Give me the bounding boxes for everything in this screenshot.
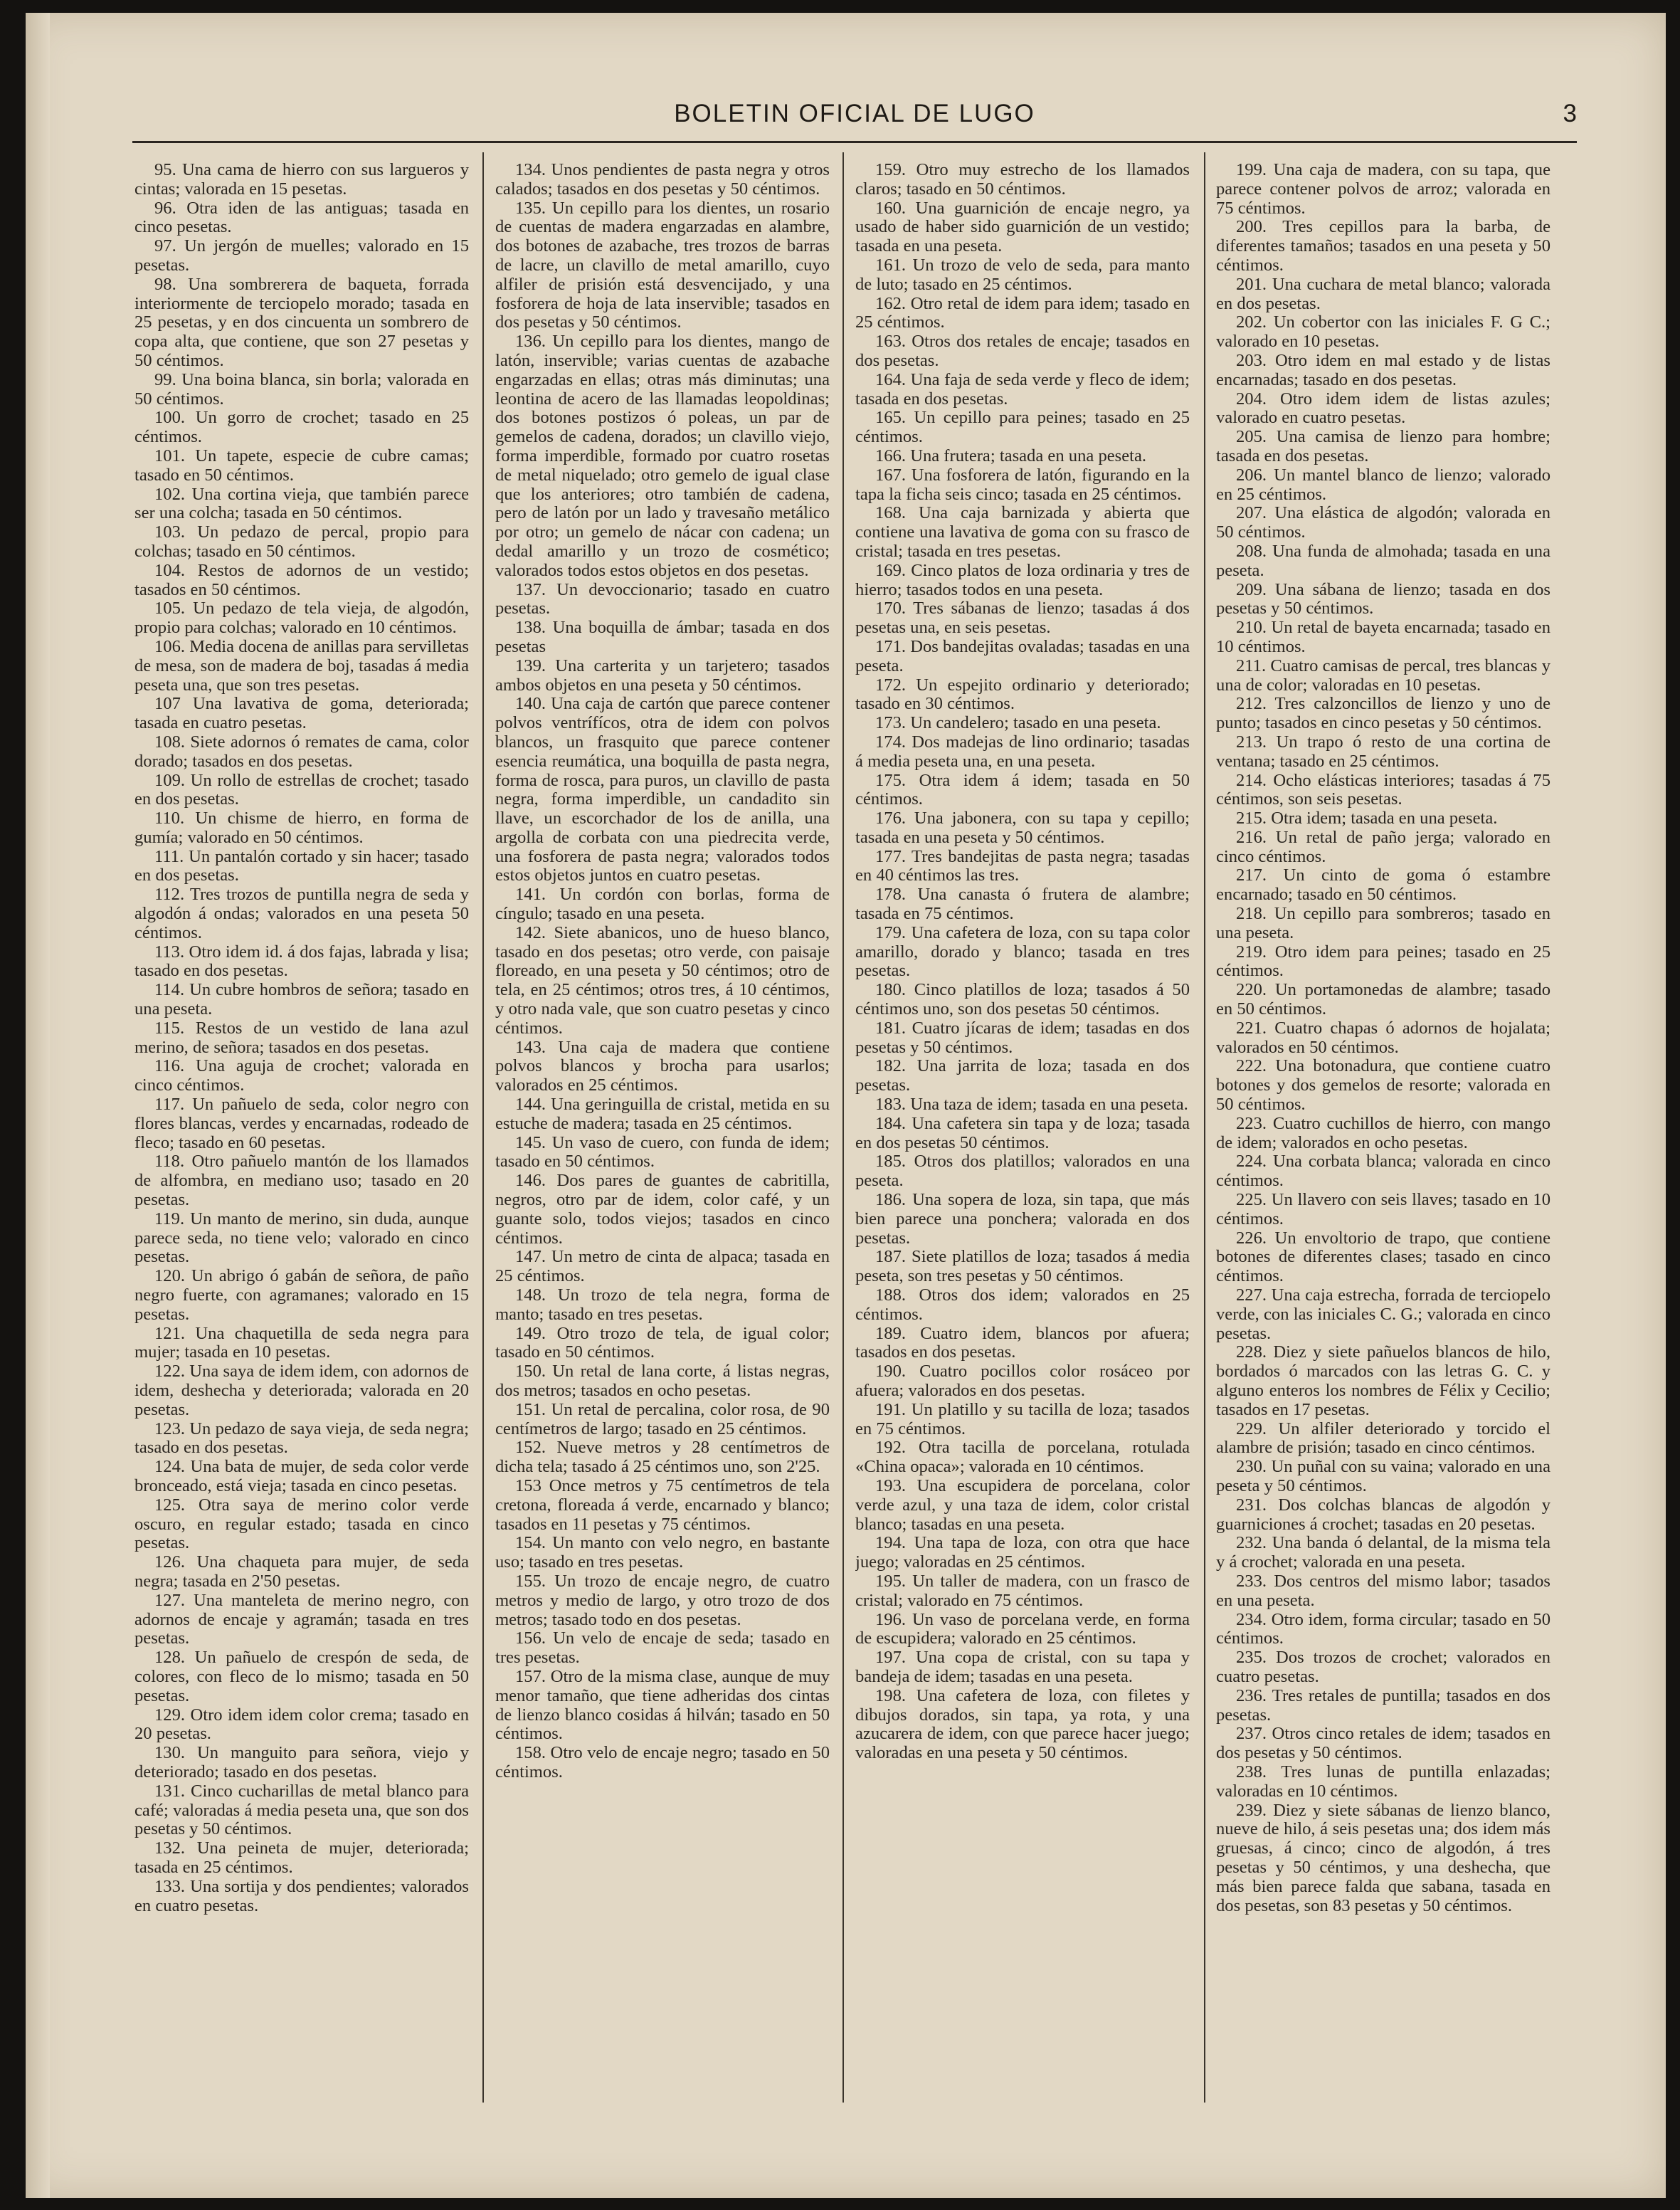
inventory-item: 107 Una lavativa de goma, deteriorada; tasada en cuatro pesetas.: [134, 694, 469, 733]
inventory-item: 204. Otro idem idem de listas azules; valorado en cuatro pesetas.: [1216, 389, 1550, 428]
inventory-item: 123. Un pedazo de saya vieja, de seda negra; tasado en dos pesetas.: [134, 1419, 469, 1458]
inventory-item: 129. Otro idem idem color crema; tasado en 20 pesetas.: [134, 1705, 469, 1744]
inventory-item: 103. Un pedazo de percal, propio para colchas; tasado en 50 céntimos.: [134, 522, 469, 561]
inventory-item: 226. Un envoltorio de trapo, que contiene botones de diferentes clases; tasado en cinco céntimos.: [1216, 1228, 1550, 1286]
inventory-item: 216. Un retal de paño jerga; valorado en cinco céntimos.: [1216, 827, 1550, 866]
inventory-item: 127. Una manteleta de merino negro, con adornos de encaje y agramán; tasada en tres pesetas.: [134, 1590, 469, 1648]
inventory-item: 138. Una boquilla de ámbar; tasada en dos pesetas: [495, 618, 830, 656]
inventory-item: 182. Una jarrita de loza; tasada en dos pesetas.: [855, 1056, 1190, 1095]
inventory-item: 164. Una faja de seda verde y fleco de idem; tasada en dos pesetas.: [855, 369, 1190, 409]
inventory-item: 215. Otra idem; tasada en una peseta.: [1236, 809, 1498, 828]
inventory-item: 150. Un retal de lana corte, á listas negras, dos metros; tasados en ocho pesetas.: [495, 1362, 830, 1400]
inventory-item: 218. Un cepillo para sombreros; tasado en una peseta.: [1216, 904, 1550, 942]
inventory-item: 193. Una escupidera de porcelana, color verde azul, y una taza de idem, color cristal blanco; tasadas en una peseta.: [855, 1475, 1190, 1534]
inventory-item: 189. Cuatro idem, blancos por afuera; tasados en dos pesetas.: [855, 1323, 1190, 1362]
inventory-item: 222. Una botonadura, que contiene cuatro botones y dos gemelos de resorte; valorada en 50 céntimos.: [1216, 1056, 1550, 1115]
inventory-item: 225. Un llavero con seis llaves; tasado en 10 céntimos.: [1216, 1190, 1550, 1228]
inventory-item: 147. Un metro de cinta de alpaca; tasada en 25 céntimos.: [495, 1247, 830, 1286]
inventory-item: 171. Dos bandejitas ovaladas; tasadas en una peseta.: [855, 636, 1190, 675]
text-column-2: [495, 161, 830, 2097]
inventory-item: 187. Siete platillos de loza; tasados á media peseta, son tres pesetas y 50 céntimos.: [855, 1247, 1190, 1286]
inventory-item: 105. Un pedazo de tela vieja, de algodón, propio para colchas; valorado en 10 céntimos.: [134, 599, 469, 638]
inventory-item: 153 Once metros y 75 centímetros de tela cretona, floreada á verde, encarnado y blanco; tasados en 11 pesetas y 75 céntimos.: [495, 1475, 830, 1534]
inventory-item: 136. Un cepillo para los dientes, mango de latón, inservible; varias cuentas de azabache engarzadas en ellas; otras más diminutas; una leontina de acero de las llamadas leopoldinas; dos botones postizos ó poleas, un par de gemelos de cadena, dorados; un clavillo viejo, forma imperdible, formado por cuatro rosetas de metal niquelado; otro gemelo de igual clase que los anteriores; otro también de cadena, pero de latón por un lado y travesaño metálico por otro; un gemelo de nácar con cadena; un dedal amarillo y un trozo de cosmético; valorados todos estos objetos en dos pesetas.: [495, 332, 830, 580]
inventory-item: 97. Un jergón de muelles; valorado en 15 pesetas.: [134, 236, 469, 275]
inventory-item: 191. Un platillo y su tacilla de loza; tasados en 75 céntimos.: [855, 1399, 1190, 1438]
inventory-item: 168. Una caja barnizada y abierta que contiene una lavativa de goma con su frasco de cristal; tasada en tres pesetas.: [855, 503, 1190, 561]
column-divider: [1204, 152, 1205, 2103]
inventory-item: 102. Una cortina vieja, que también parece ser una colcha; tasada en 50 céntimos.: [134, 484, 469, 523]
inventory-item: 159. Otro muy estrecho de los llamados claros; tasado en 50 céntimos.: [855, 161, 1190, 199]
inventory-item: 173. Un candelero; tasado en una peseta.: [875, 713, 1161, 733]
inventory-item: 192. Otra tacilla de porcelana, rotulada «China opaca»; valorada en 10 céntimos.: [855, 1438, 1190, 1477]
inventory-item: 178. Una canasta ó frutera de alambre; tasada en 75 céntimos.: [855, 885, 1190, 924]
inventory-item: 176. Una jabonera, con su tapa y cepillo; tasada en una peseta y 50 céntimos.: [855, 809, 1190, 847]
inventory-item: 206. Un mantel blanco de lienzo; valorado en 25 céntimos.: [1216, 465, 1550, 504]
inventory-item: 139. Una carterita y un tarjetero; tasados ambos objetos en una peseta y 50 céntimos.: [495, 656, 830, 695]
inventory-item: 121. Una chaquetilla de seda negra para mujer; tasada en 10 pesetas.: [134, 1323, 469, 1362]
inventory-item: 170. Tres sábanas de lienzo; tasadas á dos pesetas una, en seis pesetas.: [855, 599, 1190, 638]
inventory-item: 235. Dos trozos de crochet; valorados en cuatro pesetas.: [1216, 1648, 1550, 1686]
inventory-item: 113. Otro idem id. á dos fajas, labrada y lisa; tasado en dos pesetas.: [134, 942, 469, 981]
inventory-item: 130. Un manguito para señora, viejo y deteriorado; tasado en dos pesetas.: [134, 1743, 469, 1782]
inventory-item: 184. Una cafetera sin tapa y de loza; tasada en dos pesetas 50 céntimos.: [855, 1113, 1190, 1152]
inventory-item: 98. Una sombrerera de baqueta, forrada interiormente de terciopelo morado; tasada en 25 pesetas, y en dos cincuenta un sombrero de copa alta, que contiene, que son 27 pesetas y 50 céntimos.: [134, 274, 469, 370]
inventory-item: 167. Una fosforera de latón, figurando en la tapa la ficha seis cinco; tasada en 25 céntimos.: [855, 465, 1190, 504]
inventory-item: 200. Tres cepillos para la barba, de diferentes tamaños; tasados en una peseta y 50 céntimos.: [1216, 217, 1550, 275]
inventory-item: 210. Un retal de bayeta encarnada; tasado en 10 céntimos.: [1216, 618, 1550, 656]
inventory-item: 232. Una banda ó delantal, de la misma tela y á crochet; valorada en una peseta.: [1216, 1533, 1550, 1572]
inventory-item: 237. Otros cinco retales de idem; tasados en dos pesetas y 50 céntimos.: [1216, 1724, 1550, 1763]
inventory-item: 169. Cinco platos de loza ordinaria y tres de hierro; tasados todos en una peseta.: [855, 560, 1190, 599]
inventory-item: 233. Dos centros del mismo labor; tasados en una peseta.: [1216, 1571, 1550, 1610]
inventory-item: 145. Un vaso de cuero, con funda de idem; tasado en 50 céntimos.: [495, 1132, 830, 1172]
inventory-item: 219. Otro idem para peines; tasado en 25 céntimos.: [1216, 942, 1550, 981]
inventory-item: 161. Un trozo de velo de seda, para manto de luto; tasado en 25 céntimos.: [855, 255, 1190, 294]
inventory-item: 183. Una taza de idem; tasada en una peseta.: [875, 1095, 1188, 1115]
inventory-item: 209. Una sábana de lienzo; tasada en dos pesetas y 50 céntimos.: [1216, 579, 1550, 619]
inventory-item: 231. Dos colchas blancas de algodón y guarniciones á crochet; tasadas en 20 pesetas.: [1216, 1495, 1550, 1534]
inventory-item: 190. Cuatro pocillos color rosáceo por afuera; valorados en dos pesetas.: [855, 1362, 1190, 1400]
inventory-item: 208. Una funda de almohada; tasada en una peseta.: [1216, 541, 1550, 580]
inventory-item: 122. Una saya de idem idem, con adornos de idem, deshecha y deteriorada; valorada en 20 pesetas.: [134, 1362, 469, 1419]
inventory-item: 179. Una cafetera de loza, con su tapa color amarillo, dorado y blanco; tasada en tres pesetas.: [855, 922, 1190, 981]
inventory-item: 133. Una sortija y dos pendientes; valorados en cuatro pesetas.: [134, 1876, 469, 1915]
inventory-item: 221. Cuatro chapas ó adornos de hojalata; valorados en 50 céntimos.: [1216, 1018, 1550, 1057]
inventory-item: 132. Una peineta de mujer, deteriorada; tasada en 25 céntimos.: [134, 1838, 469, 1877]
inventory-item: 185. Otros dos platillos; valorados en una peseta.: [855, 1152, 1190, 1191]
inventory-item: 227. Una caja estrecha, forrada de terciopelo verde, con las iniciales C. G.; valorada en cinco pesetas.: [1216, 1285, 1550, 1343]
inventory-item: 143. Una caja de madera que contiene polvos blancos y brocha para usarlos; valorados en 25 céntimos.: [495, 1037, 830, 1095]
inventory-item: 126. Una chaqueta para mujer, de seda negra; tasada en 2'50 pesetas.: [134, 1552, 469, 1591]
inventory-item: 99. Una boina blanca, sin borla; valorada en 50 céntimos.: [134, 369, 469, 409]
inventory-item: 165. Un cepillo para peines; tasado en 25 céntimos.: [855, 408, 1190, 447]
inventory-item: 223. Cuatro cuchillos de hierro, con mango de idem; valorados en ocho pesetas.: [1216, 1113, 1550, 1152]
inventory-item: 154. Un manto con velo negro, en bastante uso; tasado en tres pesetas.: [495, 1533, 830, 1572]
inventory-item: 151. Un retal de percalina, color rosa, de 90 centímetros de largo; tasado en 25 céntimos.: [495, 1399, 830, 1438]
inventory-item: 175. Otra idem á idem; tasada en 50 céntimos.: [855, 770, 1190, 809]
inventory-item: 211. Cuatro camisas de percal, tres blancas y una de color; valoradas en 10 pesetas.: [1216, 656, 1550, 695]
inventory-item: 207. Una elástica de algodón; valorada en 50 céntimos.: [1216, 503, 1550, 542]
inventory-item: 224. Una corbata blanca; valorada en cinco céntimos.: [1216, 1152, 1550, 1191]
inventory-item: 115. Restos de un vestido de lana azul merino, de señora; tasados en dos pesetas.: [134, 1018, 469, 1057]
text-column-4: [1216, 161, 1550, 2097]
inventory-item: 156. Un velo de encaje de seda; tasado en tres pesetas.: [495, 1628, 830, 1668]
inventory-item: 180. Cinco platillos de loza; tasados á 50 céntimos uno, son dos pesetas 50 céntimos.: [855, 980, 1190, 1019]
inventory-item: 140. Una caja de cartón que parece contener polvos ventrífícos, otra de idem con polvos blancos, un frasquito que parece contener esencia reumática, una boquilla de pasta negra, forma de rosca, para puros, un clavillo de pasta negra, forma imperdible, un candadito sin llave, un escorchador de los de anilla, una argolla de corbata con una piedrecita verde, una fosforera de pasta negra; valorados todos estos objetos juntos en cuatro pesetas.: [495, 694, 830, 885]
inventory-item: 181. Cuatro jícaras de idem; tasadas en dos pesetas y 50 céntimos.: [855, 1018, 1190, 1057]
inventory-item: 188. Otros dos idem; valorados en 25 céntimos.: [855, 1285, 1190, 1324]
inventory-item: 194. Una tapa de loza, con otra que hace juego; valoradas en 25 céntimos.: [855, 1533, 1190, 1572]
inventory-item: 174. Dos madejas de lino ordinario; tasadas á media peseta una, en una peseta.: [855, 732, 1190, 771]
inventory-item: 155. Un trozo de encaje negro, de cuatro metros y medio de largo, y otro trozo de dos metros; tasado todo en dos pesetas.: [495, 1571, 830, 1629]
inventory-item: 96. Otra iden de las antiguas; tasada en cinco pesetas.: [134, 198, 469, 237]
inventory-item: 124. Una bata de mujer, de seda color verde bronceado, está vieja; tasada en cinco pesetas.: [134, 1457, 469, 1495]
inventory-item: 198. Una cafetera de loza, con filetes y dibujos dorados, sin tapa, ya rota, y una azucarera de idem, con que parece hacer juego; valoradas en una peseta y 50 céntimos.: [855, 1685, 1190, 1763]
page-number: 3: [1563, 100, 1577, 127]
column-divider: [482, 152, 484, 2103]
inventory-item: 118. Otro pañuelo mantón de los llamados de alfombra, en mediano uso; tasado en 20 pesetas.: [134, 1152, 469, 1210]
text-column-1: [134, 161, 469, 2097]
inventory-item: 197. Una copa de cristal, con su tapa y bandeja de idem; tasadas en una peseta.: [855, 1648, 1190, 1686]
page-title: BOLETIN OFICIAL DE LUGO: [674, 100, 1035, 127]
inventory-item: 125. Otra saya de merino color verde oscuro, en regular estado; tasada en cinco pesetas.: [134, 1495, 469, 1553]
inventory-item: 137. Un devoccionario; tasado en cuatro pesetas.: [495, 579, 830, 619]
inventory-item: 117. Un pañuelo de seda, color negro con flores blancas, verdes y encarnadas, rodeado de fleco; tasado en 60 pesetas.: [134, 1095, 469, 1152]
inventory-item: 229. Un alfiler deteriorado y torcido el alambre de prisión; tasado en cinco céntimos.: [1216, 1419, 1550, 1458]
inventory-item: 149. Otro trozo de tela, de igual color; tasado en 50 céntimos.: [495, 1323, 830, 1362]
inventory-item: 217. Un cinto de goma ó estambre encarnado; tasado en 50 céntimos.: [1216, 865, 1550, 905]
inventory-item: 172. Un espejito ordinario y deteriorado; tasado en 30 céntimos.: [855, 675, 1190, 714]
inventory-item: 152. Nueve metros y 28 centímetros de dicha tela; tasado á 25 céntimos uno, son 2'25.: [495, 1438, 830, 1477]
inventory-item: 230. Un puñal con su vaina; valorado en una peseta y 50 céntimos.: [1216, 1457, 1550, 1495]
inventory-item: 109. Un rollo de estrellas de crochet; tasado en dos pesetas.: [134, 770, 469, 809]
inventory-item: 110. Un chisme de hierro, en forma de gumía; valorado en 50 céntimos.: [134, 809, 469, 847]
inventory-item: 112. Tres trozos de puntilla negra de seda y algodón á ondas; valorados en una peseta 50 céntimos.: [134, 885, 469, 942]
text-column-3: [855, 161, 1190, 2097]
inventory-item: 201. Una cuchara de metal blanco; valorada en dos pesetas.: [1216, 274, 1550, 313]
inventory-item: 104. Restos de adornos de un vestido; tasados en 50 céntimos.: [134, 560, 469, 599]
inventory-item: 141. Un cordón con borlas, forma de cíngulo; tasado en una peseta.: [495, 885, 830, 924]
inventory-item: 142. Siete abanicos, uno de hueso blanco, tasado en dos pesetas; otro verde, con paisaje floreado, en una peseta y 50 céntimos; otro de tela, en 25 céntimos; otros tres, á 10 céntimos, y otro nada vale, que son cuatro pesetas y cinco céntimos.: [495, 922, 830, 1038]
inventory-item: 205. Una camisa de lienzo para hombre; tasada en dos pesetas.: [1216, 427, 1550, 465]
inventory-item: 95. Una cama de hierro con sus largueros y cintas; valorada en 15 pesetas.: [134, 161, 469, 199]
inventory-item: 114. Un cubre hombros de señora; tasado en una peseta.: [134, 980, 469, 1019]
inventory-item: 220. Un portamonedas de alambre; tasado en 50 céntimos.: [1216, 980, 1550, 1019]
inventory-item: 163. Otros dos retales de encaje; tasados en dos pesetas.: [855, 332, 1190, 370]
inventory-item: 228. Diez y siete pañuelos blancos de hilo, bordados ó marcados con las letras G. C. y alguno enteros los nombres de Félix y Cecilio; tasados en 17 pesetas.: [1216, 1342, 1550, 1419]
inventory-item: 116. Una aguja de crochet; valorada en cinco céntimos.: [134, 1056, 469, 1095]
inventory-item: 157. Otro de la misma clase, aunque de muy menor tamaño, que tiene adheridas dos cintas de lienzo blanco cosidas á hilván; tasado en 50 céntimos.: [495, 1666, 830, 1744]
inventory-item: 100. Un gorro de crochet; tasado en 25 céntimos.: [134, 408, 469, 447]
inventory-item: 131. Cinco cucharillas de metal blanco para café; valoradas á media peseta una, que son dos pesetas y 50 céntimos.: [134, 1781, 469, 1839]
inventory-item: 106. Media docena de anillas para servilletas de mesa, son de madera de boj, tasadas á media peseta una, que son tres pesetas.: [134, 636, 469, 695]
inventory-item: 134. Unos pendientes de pasta negra y otros calados; tasados en dos pesetas y 50 céntimos.: [495, 161, 830, 199]
inventory-item: 202. Un cobertor con las iniciales F. G C.; valorado en 10 pesetas.: [1216, 312, 1550, 352]
inventory-item: 135. Un cepillo para los dientes, un rosario de cuentas de madera engarzadas en alambre, dos botones de azabache, tres trozos de barras de lacre, un clavillo de metal amarillo, cuyo alfiler de prisión está desvencijado, y una fosforera de hoja de lata inservible; tasados en dos pesetas y 50 céntimos.: [495, 198, 830, 332]
inventory-item: 101. Un tapete, especie de cubre camas; tasado en 50 céntimos.: [134, 446, 469, 485]
newspaper-page: [26, 13, 1666, 2198]
column-divider: [842, 152, 844, 2103]
inventory-item: 166. Una frutera; tasada en una peseta.: [875, 446, 1147, 465]
inventory-item: 212. Tres calzoncillos de lienzo y uno de punto; tasados en cinco pesetas y 50 céntimos.: [1216, 694, 1550, 733]
inventory-item: 158. Otro velo de encaje negro; tasado en 50 céntimos.: [495, 1743, 830, 1782]
inventory-item: 186. Una sopera de loza, sin tapa, que más bien parece una ponchera; valorada en dos pesetas.: [855, 1190, 1190, 1248]
inventory-item: 195. Un taller de madera, con un frasco de cristal; valorado en 75 céntimos.: [855, 1571, 1190, 1610]
inventory-item: 119. Un manto de merino, sin duda, aunque parece seda, no tiene velo; valorado en cinco pesetas.: [134, 1209, 469, 1267]
inventory-item: 234. Otro idem, forma circular; tasado en 50 céntimos.: [1216, 1609, 1550, 1648]
inventory-item: 146. Dos pares de guantes de cabritilla, negros, otro par de idem, color café, y un guante solo, todos viejos; tasados en cinco céntimos.: [495, 1171, 830, 1248]
inventory-item: 111. Un pantalón cortado y sin hacer; tasado en dos pesetas.: [134, 846, 469, 885]
inventory-item: 177. Tres bandejitas de pasta negra; tasadas en 40 céntimos las tres.: [855, 846, 1190, 885]
inventory-item: 160. Una guarnición de encaje negro, ya usado de haber sido guarnición de un vestido; tasada en una peseta.: [855, 198, 1190, 256]
inventory-item: 144. Una geringuilla de cristal, metida en su estuche de madera; tasada en 25 céntimos.: [495, 1095, 830, 1133]
inventory-item: 214. Ocho elásticas interiores; tasadas á 75 céntimos, son seis pesetas.: [1216, 770, 1550, 809]
inventory-item: 196. Un vaso de porcelana verde, en forma de escupidera; valorado en 25 céntimos.: [855, 1609, 1190, 1648]
inventory-item: 213. Un trapo ó resto de una cortina de ventana; tasado en 25 céntimos.: [1216, 732, 1550, 771]
inventory-item: 148. Un trozo de tela negra, forma de manto; tasado en tres pesetas.: [495, 1285, 830, 1324]
inventory-item: 128. Un pañuelo de crespón de seda, de colores, con fleco de lo mismo; tasada en 50 pesetas.: [134, 1648, 469, 1705]
inventory-item: 238. Tres lunas de puntilla enlazadas; valoradas en 10 céntimos.: [1216, 1762, 1550, 1801]
inventory-item: 236. Tres retales de puntilla; tasados en dos pesetas.: [1216, 1685, 1550, 1725]
inventory-item: 120. Un abrigo ó gabán de señora, de paño negro fuerte, con agramanes; valorado en 15 pesetas.: [134, 1266, 469, 1324]
inventory-item: 162. Otro retal de idem para idem; tasado en 25 céntimos.: [855, 293, 1190, 332]
page-header: [132, 91, 1577, 143]
inventory-item: 239. Diez y siete sábanas de lienzo blanco, nueve de hilo, á seis pesetas una; dos idem más gruesas, á cinco; cinco de algodón, á tres pesetas y 50 céntimos, y una deshecha, que más bien parece falda que sabana, tasada en dos pesetas, son 83 pesetas y 50 céntimos.: [1216, 1800, 1550, 1915]
inventory-item: 199. Una caja de madera, con su tapa, que parece contener polvos de arroz; valorada en 75 céntimos.: [1216, 161, 1550, 218]
inventory-item: 203. Otro idem en mal estado y de listas encarnadas; tasado en dos pesetas.: [1216, 350, 1550, 389]
inventory-item: 108. Siete adornos ó remates de cama, color dorado; tasados en dos pesetas.: [134, 732, 469, 771]
